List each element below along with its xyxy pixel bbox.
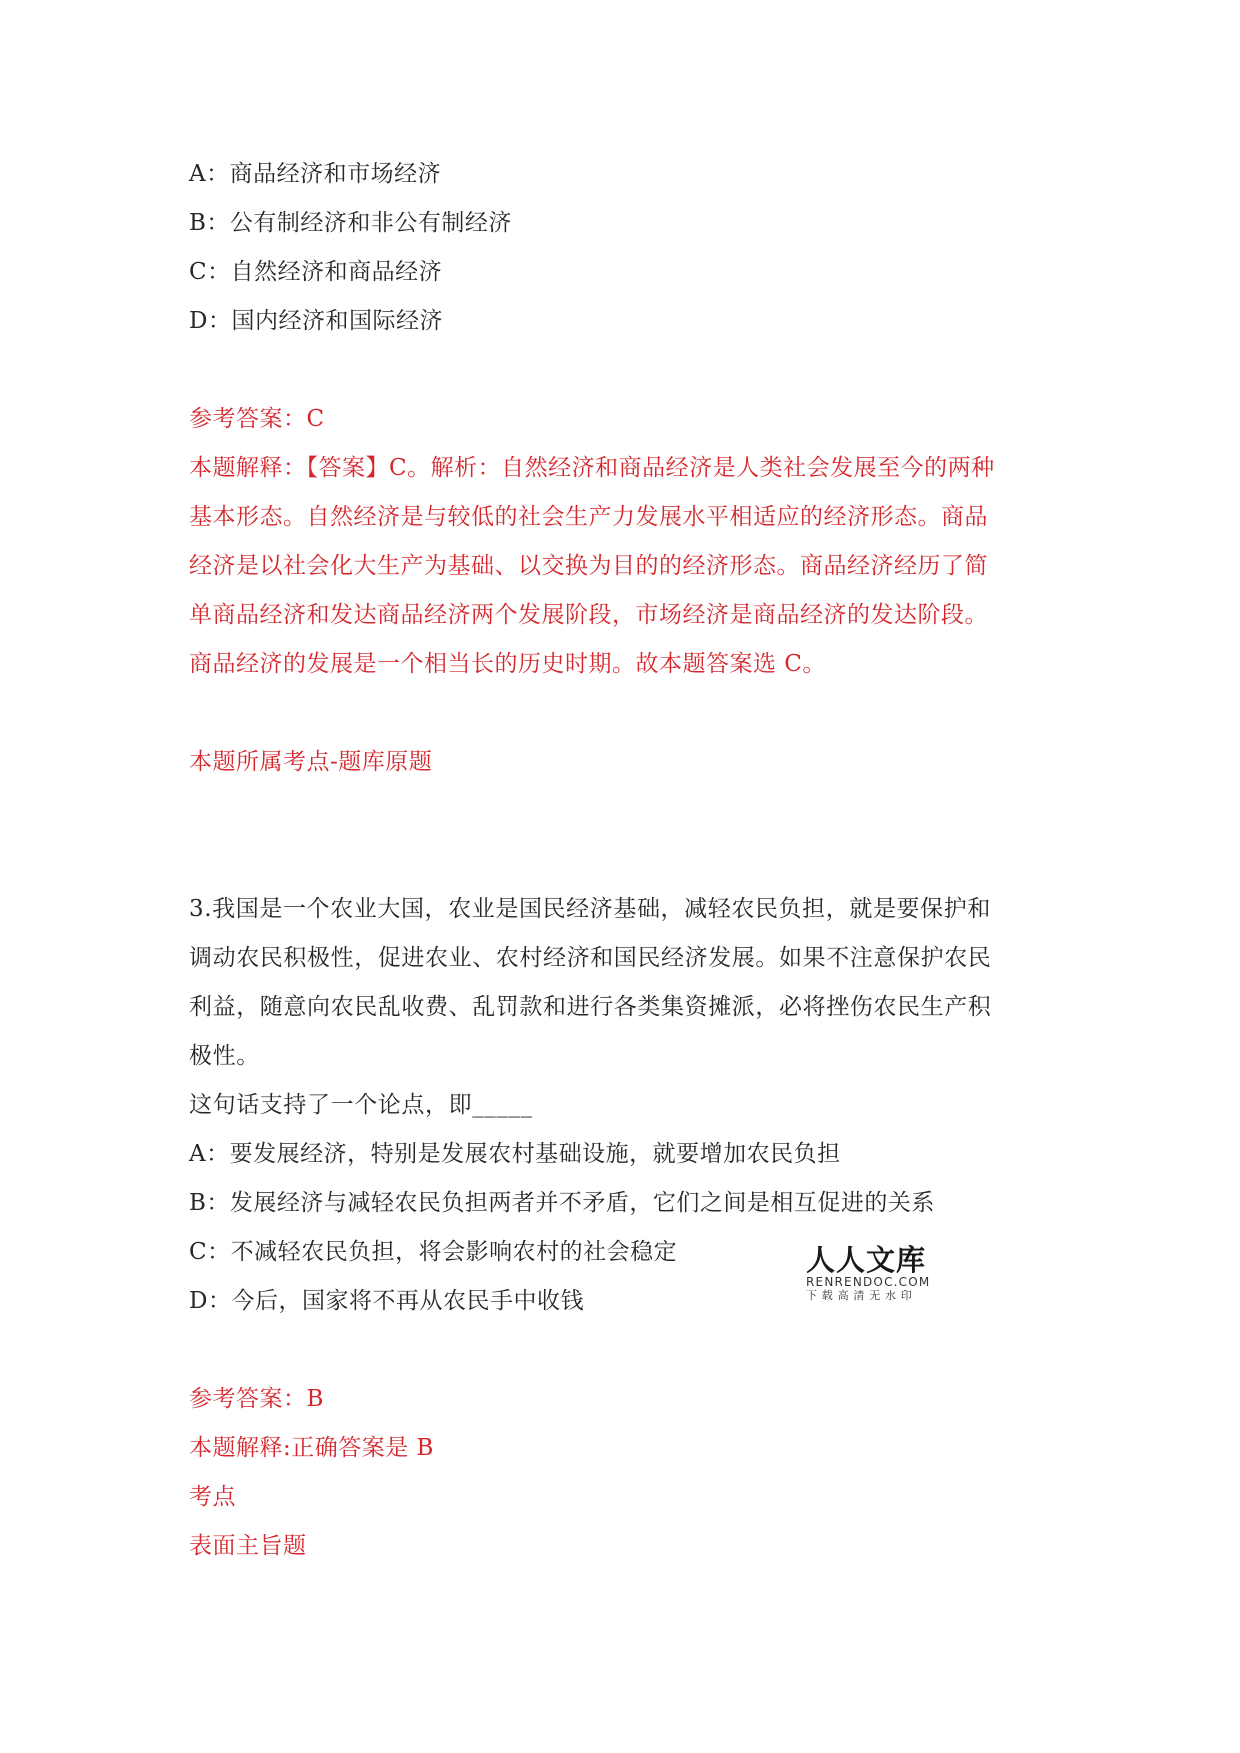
watermark-title: 人人文库 <box>806 1243 927 1277</box>
renrendoc-watermark-logo <box>806 1244 938 1303</box>
q2-explanation-line-3: 经济是以社会化大生产为基础、以交换为目的的经济形态。商品经济经历了简 <box>189 553 988 579</box>
q3-option-c: C：不减轻农民负担，将会影响农村的社会稳定 <box>189 1239 678 1265</box>
watermark-url: RENRENDOC.COM <box>806 1275 931 1289</box>
q3-stem-line-3: 利益，随意向农民乱收费、乱罚款和进行各类集资摊派，必将挫伤农民生产积 <box>189 994 992 1020</box>
q3-option-a: A：要发展经济，特别是发展农村基础设施，就要增加农民负担 <box>189 1141 841 1167</box>
q2-option-d: D：国内经济和国际经济 <box>189 308 443 334</box>
q3-option-b: B：发展经济与减轻农民负担两者并不矛盾，它们之间是相互促进的关系 <box>189 1190 935 1216</box>
q3-stem-line-1: 3.我国是一个农业大国，农业是国民经济基础，减轻农民负担，就是要保护和 <box>189 896 991 922</box>
q3-option-d: D：今后，国家将不再从农民手中收钱 <box>189 1288 584 1314</box>
q2-answer: 参考答案：C <box>189 406 325 432</box>
q2-explanation-line-5: 商品经济的发展是一个相当长的历史时期。故本题答案选 C。 <box>189 651 826 677</box>
q2-explanation-line-4: 单商品经济和发达商品经济两个发展阶段，市场经济是商品经济的发达阶段。 <box>189 602 988 628</box>
q3-stem-line-2: 调动农民积极性，促进农业、农村经济和国民经济发展。如果不注意保护农民 <box>189 945 992 971</box>
q2-explanation-line-2: 基本形态。自然经济是与较低的社会生产力发展水平相适应的经济形态。商品 <box>189 504 988 530</box>
q2-option-a: A：商品经济和市场经济 <box>189 161 442 187</box>
q3-answer: 参考答案：B <box>189 1386 324 1412</box>
q2-option-b: B：公有制经济和非公有制经济 <box>189 210 512 236</box>
q3-explanation: 本题解释:正确答案是 B <box>189 1435 434 1461</box>
q3-kaodian-value: 表面主旨题 <box>189 1533 307 1559</box>
q2-topic: 本题所属考点-题库原题 <box>189 749 433 775</box>
watermark-subtitle: 下载高清无水印 <box>806 1289 917 1302</box>
q3-prompt: 这句话支持了一个论点，即_____ <box>189 1092 533 1118</box>
q2-option-c: C：自然经济和商品经济 <box>189 259 443 285</box>
q3-stem-line-4: 极性。 <box>189 1043 260 1069</box>
q2-explanation-line-1: 本题解释：【答案】C。解析：自然经济和商品经济是人类社会发展至今的两种 <box>189 455 995 481</box>
q3-kaodian-label: 考点 <box>189 1484 236 1510</box>
